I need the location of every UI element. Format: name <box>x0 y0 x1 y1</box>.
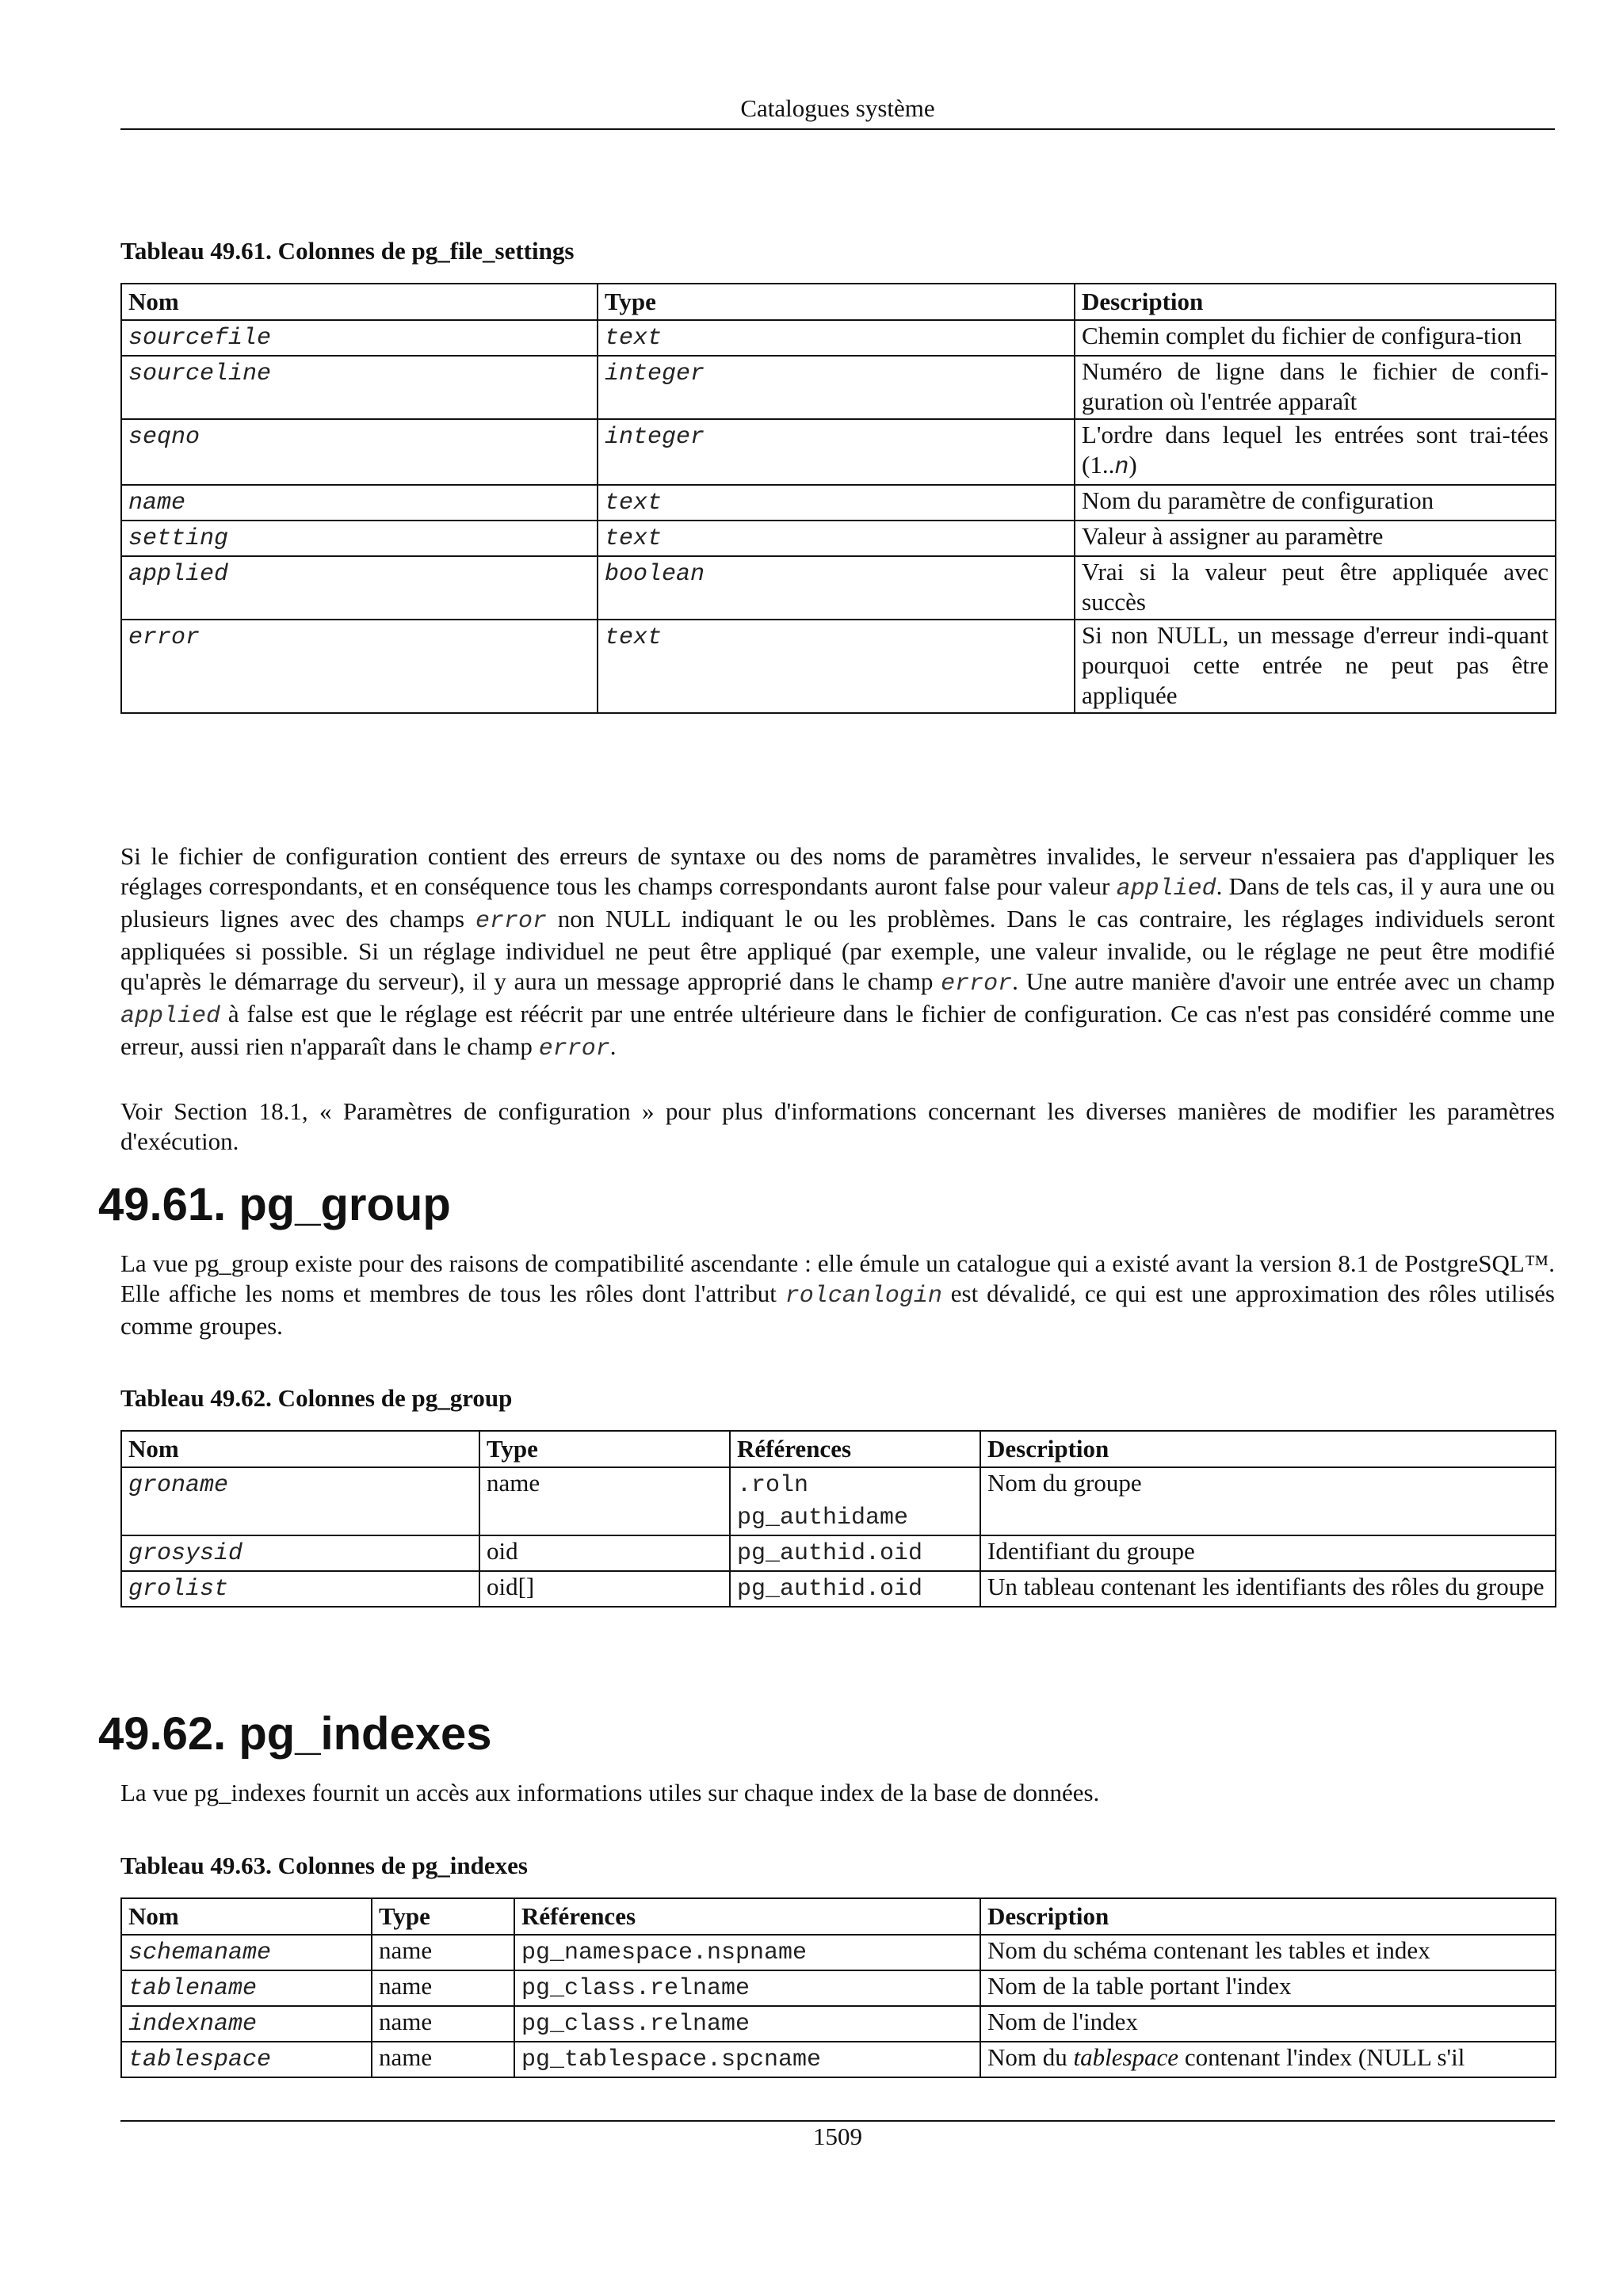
column-name: applied <box>128 561 229 588</box>
table-caption: Tableau 49.63. Colonnes de pg_indexes <box>120 1852 528 1879</box>
column-name: sourcefile <box>128 325 272 352</box>
table-row <box>121 2006 1556 2042</box>
column-header: Nom <box>121 1431 479 1467</box>
column-type: name <box>372 1970 514 2006</box>
column-name: tablename <box>128 1975 258 2002</box>
table-row <box>121 1535 1556 1571</box>
column-description: Nom du schéma contenant les tables et index <box>980 1935 1556 1970</box>
table-row <box>121 1970 1556 2006</box>
column-header: Références <box>730 1431 980 1467</box>
inline-code: applied <box>120 1003 221 1030</box>
column-description: Valeur à assigner au paramètre <box>1075 521 1556 556</box>
column-description: Nom de l'index <box>980 2006 1556 2042</box>
column-header: Type <box>598 284 1075 320</box>
column-description: Un tableau contenant les identifiants des rôles du groupe <box>980 1571 1556 1607</box>
column-name: grolist <box>128 1576 229 1603</box>
column-header: Références <box>514 1898 980 1935</box>
column-name: indexname <box>128 2011 258 2038</box>
column-type: text <box>605 525 663 552</box>
column-type: integer <box>605 360 705 387</box>
column-type: text <box>605 325 663 352</box>
section-title: 49.62. pg_indexes <box>98 1708 492 1760</box>
table-row <box>121 320 1556 356</box>
table-row <box>121 620 1556 713</box>
table-row <box>121 419 1556 485</box>
column-type: name <box>479 1467 730 1535</box>
column-type: oid <box>479 1535 730 1571</box>
column-header: Description <box>1075 284 1556 320</box>
body-paragraph: Si le fichier de configuration contient des erreurs de syntaxe ou des noms de paramètres invalides, le serveur n'essaiera pas d'appliquer les réglages correspondants, et en conséquence tous les champs correspondants auront false pour valeur applied. Dans de tels cas, il y aura une ou plusieurs lignes avec des champs error non NULL indiquant le ou les problèmes. Dans le cas contraire, les réglages individuels seront appliquées si possible. Si un réglage individuel ne peut être appliqué (par exemple, une valeur invalide, ou le réglage ne peut être modifié qu'après le démarrage du serveur), il y aura un message approprié dans le champ error. Une autre manière d'avoir une entrée avec un champ applied à false est que le réglage est réécrit par une entrée ultérieure dans le fichier de configuration. Ce cas n'est pas considéré comme une erreur, aussi rien n'apparaît dans le champ error. <box>120 842 1556 1062</box>
inline-code: error <box>475 908 547 935</box>
pg-group-table <box>120 1430 1556 1608</box>
column-reference: .roln pg_authidame <box>737 1472 909 1531</box>
column-name: setting <box>128 525 229 552</box>
column-type: boolean <box>605 561 705 588</box>
column-name: sourceline <box>128 360 272 387</box>
column-reference: pg_class.relname <box>521 2011 750 2038</box>
inline-code: error <box>941 971 1013 997</box>
description-text: contenant l'index (NULL s'il <box>1178 2043 1465 2071</box>
column-description: Nom de la table portant l'index <box>980 1970 1556 2006</box>
inline-code: applied <box>1116 875 1216 902</box>
table-row <box>121 2042 1556 2077</box>
column-description <box>1075 419 1556 485</box>
column-name: grosysid <box>128 1540 243 1567</box>
column-type: name <box>372 2006 514 2042</box>
column-description: Vrai si la valeur peut être appliquée avec succès <box>1075 556 1556 620</box>
column-description: Nom du groupe <box>980 1467 1556 1535</box>
column-header: Type <box>372 1898 514 1935</box>
column-type: name <box>372 2042 514 2077</box>
column-description: Numéro de ligne dans le fichier de confi-guration où l'entrée apparaît <box>1075 356 1556 419</box>
column-header: Description <box>980 1898 1556 1935</box>
column-name: tablespace <box>128 2046 272 2073</box>
running-header: Catalogues système <box>740 94 935 122</box>
header-rule <box>120 128 1555 130</box>
description-text: ) <box>1128 451 1137 479</box>
column-name: name <box>128 490 186 517</box>
column-reference: pg_class.relname <box>521 1975 750 2002</box>
column-header: Nom <box>121 284 598 320</box>
table-caption: Tableau 49.61. Colonnes de pg_file_settings <box>120 237 575 265</box>
column-type: oid[] <box>479 1571 730 1607</box>
table-header-row <box>121 284 1556 320</box>
column-description <box>980 2042 1556 2077</box>
table-row <box>121 1935 1556 1970</box>
pg-indexes-table <box>120 1897 1556 2078</box>
section-intro: La vue pg_indexes fournit un accès aux informations utiles sur chaque index de la base de données. <box>120 1779 1100 1806</box>
body-paragraph: Voir Section 18.1, « Paramètres de configuration » pour plus d'informations concernant les diverses manières de modifier les paramètres d'exécution. <box>120 1097 1555 1155</box>
column-type: text <box>605 624 663 651</box>
column-reference: pg_namespace.nspname <box>521 1939 808 1966</box>
pg-file-settings-table <box>120 283 1556 714</box>
inline-code: error <box>538 1035 610 1062</box>
table-caption: Tableau 49.62. Colonnes de pg_group <box>120 1384 513 1412</box>
column-name: groname <box>128 1472 229 1499</box>
table-row <box>121 485 1556 521</box>
description-text: Nom du <box>987 2043 1074 2071</box>
column-type: integer <box>605 424 705 451</box>
table-row <box>121 1467 1556 1535</box>
column-name: seqno <box>128 424 200 451</box>
description-text: L'ordre dans lequel les entrées sont trai-tées (1.. <box>1082 421 1549 479</box>
description-emphasis: tablespace <box>1073 2043 1179 2071</box>
table-row <box>121 1571 1556 1607</box>
column-type: name <box>372 1935 514 1970</box>
page-number: 1509 <box>813 2122 862 2150</box>
section-intro: La vue pg_group existe pour des raisons de compatibilité ascendante : elle émule un catalogue qui a existé avant la version 8.1 de PostgreSQL™. Elle affiche les noms et membres de tous les rôles dont l'attribut rolcanlogin est dévalidé, ce qui est une approximation des rôles utilisés comme groupes. <box>120 1249 1555 1340</box>
column-header: Type <box>479 1431 730 1467</box>
column-name: schemaname <box>128 1939 272 1966</box>
table-header-row <box>121 1431 1556 1467</box>
section-title: 49.61. pg_group <box>98 1179 451 1230</box>
table-row <box>121 356 1556 419</box>
column-name: error <box>128 624 200 651</box>
table-row <box>121 521 1556 556</box>
column-description: Chemin complet du fichier de configura-tion <box>1075 320 1556 356</box>
column-reference: pg_tablespace.spcname <box>521 2046 822 2073</box>
column-reference: pg_authid.oid <box>737 1540 923 1567</box>
column-header: Description <box>980 1431 1556 1467</box>
inline-code: rolcanlogin <box>785 1283 942 1310</box>
description-code: n <box>1114 454 1129 481</box>
column-description: Si non NULL, un message d'erreur indi-quant pourquoi cette entrée ne peut pas être appliquée <box>1075 620 1556 713</box>
table-header-row <box>121 1898 1556 1935</box>
column-type: text <box>605 490 663 517</box>
column-header: Nom <box>121 1898 372 1935</box>
column-description: Nom du paramètre de configuration <box>1075 485 1556 521</box>
column-reference: pg_authid.oid <box>737 1576 923 1603</box>
column-description: Identifiant du groupe <box>980 1535 1556 1571</box>
table-row <box>121 556 1556 620</box>
